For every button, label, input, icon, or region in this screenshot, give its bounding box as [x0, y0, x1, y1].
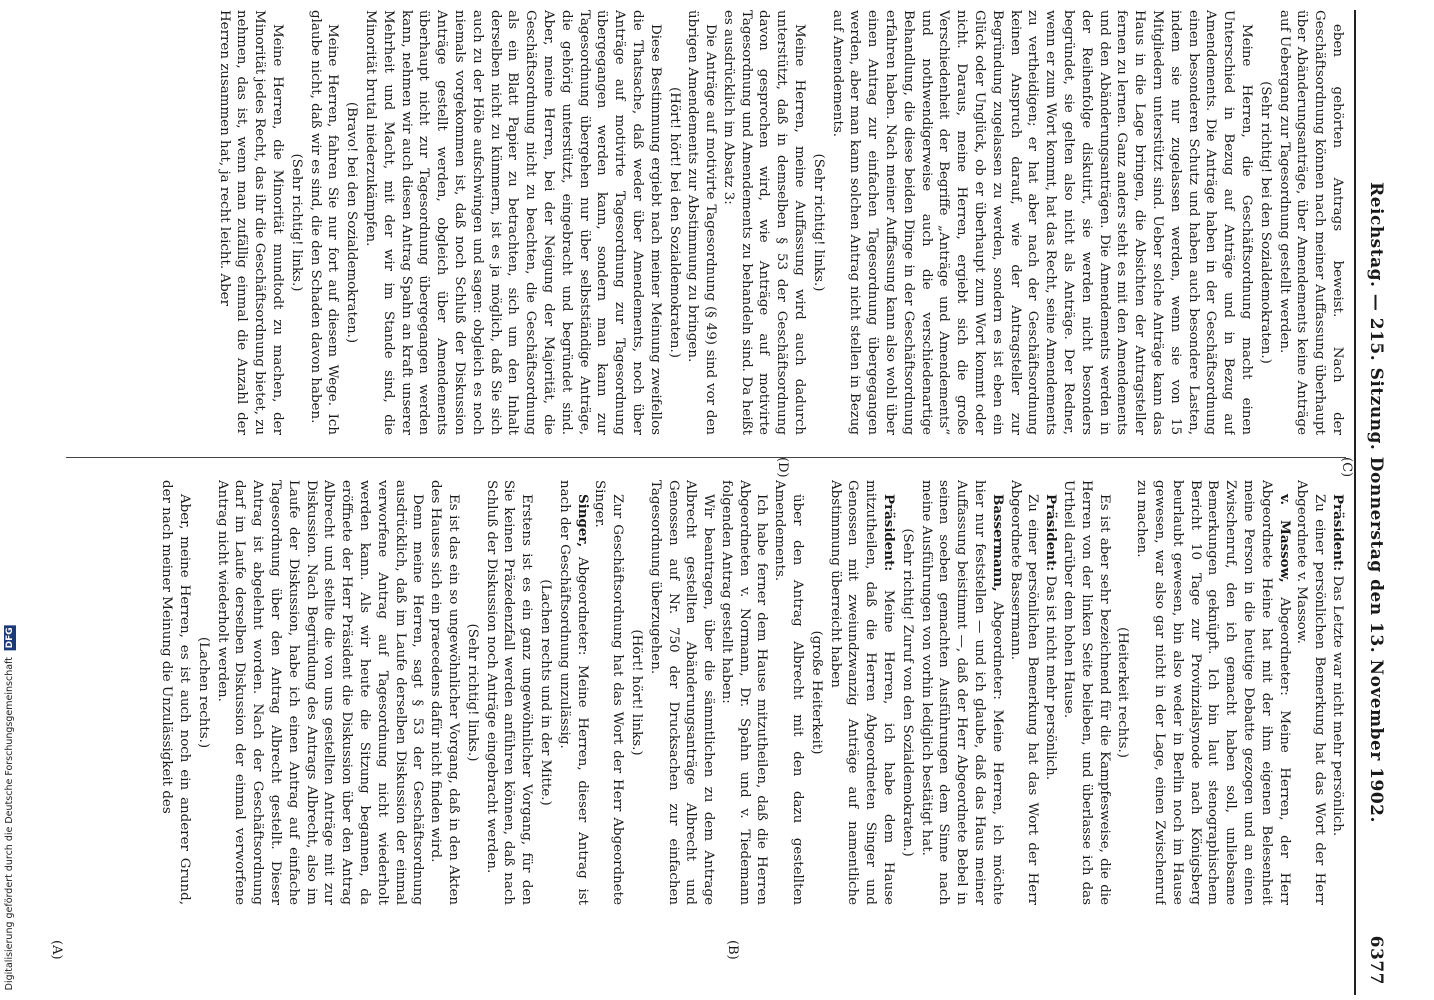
- paragraph-text: Es ist aber sehr bezeichnend für die Kampfesweise, die die Herren von der linken Seite belieben, und überlasse ich das Urtheil darüber dem hohen Hause.: [1061, 480, 1112, 905]
- paragraph-text: Die Anträge auf motivirte Tagesordnung (§ 49) sind vor den übrigen Amendements zur Abstimmung zu bringen.: [685, 10, 719, 435]
- stage-direction: [627, 480, 645, 905]
- paragraph-text: (Heiterkeit rechts.): [1115, 627, 1131, 758]
- margin-marker-c: (C): [1339, 457, 1354, 478]
- column-divider: [66, 457, 1346, 458]
- paragraph-text: Zur Geschäftsordnung hat das Wort der Herr Abgeordnete Singer.: [592, 480, 626, 905]
- document-page: [40, 10, 1390, 995]
- paragraph-text: Zu einer persönlichen Bemerkung hat das Wort der Herr Abgeordnete Bassermann.: [1007, 480, 1041, 905]
- page-number: 6377: [1366, 935, 1386, 985]
- paragraph: [1059, 480, 1112, 905]
- paragraph: [1328, 480, 1346, 905]
- stage-direction: [809, 10, 827, 435]
- paragraph-text: (Sehr richtig! links.): [464, 623, 480, 762]
- speaker-name: Bassermann,: [989, 494, 1006, 592]
- header-rule: [1354, 10, 1356, 995]
- paragraph-text: Abgeordneter: Meine Herren, dieser Antrag ist nach der Geschäftsordnung unzulässig.: [556, 480, 590, 905]
- paragraph: [306, 10, 342, 435]
- paragraph-text: Zu einer persönlichen Bemerkung hat das Wort der Herr Abgeordnete v. Massow.: [1294, 480, 1328, 905]
- speaker-name: Präsident:: [1330, 494, 1346, 572]
- paragraph: [771, 480, 807, 905]
- paragraph-text: (Sehr richtig! Zuruf von den Sozialdemokraten.): [899, 528, 915, 857]
- speaker-name: Singer,: [574, 494, 591, 548]
- stage-direction: [665, 10, 683, 435]
- text-column-left: [71, 10, 1346, 435]
- digitization-credit-text: Digitalisierung gefördert durch die Deutsche Forschungsgemeinschaft: [4, 656, 15, 990]
- paragraph-text: Meine Herren, die Geschäftsordnung macht einen Unterschied in Bezug auf Anträge und in Bezug auf Amendements. Die Anträge haben in der Geschäftsordnung einen besonderen Schutz und haben auch besondere Lasten, indem sie nur zugelassen werden, wenn sie von 15 Mitgliedern unterstützt sind. Ueber solche Anträge kann das Haus in die Lage bringen, die Absichten der Antragsteller fernen zu lernen. Ganz anders steht es mit den Amendements und den Abänderungsanträgen. Die Amendements werden in der Reihenfolge diskutirt, sie werden nicht besonders begründet, sie gelten also nicht als Anträge. Der Redner, wenn er zum Wort kommt, hat das Recht, seine Amendements zu vertheidigen; er hat aber nach der Geschäftsordnung keinen Anspruch darauf, wie der Antragsteller zur Begründung zugelassen zu werden, sondern es ist eben ein Glück oder Unglück, ob er überhaupt zum Wort kommt oder nicht. Daraus, meine Herren, ergiebt sich die große Verschiedenheit der Begriffe „Anträge und Amendements“ und nothwendigerweise auch die verschiedenartige Behandlung, die diese beiden Dinge in der Geschäftsordnung erfahren haben. Nach meiner Auffassung kann also wohl über einen Antrag zur einfachen Tagesordnung übergegangen werden, aber man kann solchen Antrag nicht stellen in Bezug auf Amendements.: [829, 10, 1255, 435]
- paragraph-text: über den Antrag Albrecht mit den dazu gestellten Amendements.: [772, 480, 806, 905]
- paragraph: [717, 480, 770, 905]
- paragraph-text: Erstens ist es ein ganz ungewöhnlicher Vorgang, für den Sie keinen Präzedenzfall werden anführen können, daß nach Schluß der Diskussion noch Anträge eingebracht werden.: [483, 480, 535, 905]
- paragraph-text: (Hört! hört! bei den Sozialdemokraten.): [666, 87, 682, 358]
- paragraph-text: eben gehörten Antrags beweist. Nach der Geschäftsordnung können nach meiner Auffassung überhaupt über Abänderungsanträge, über Amendements keine Anträge auf Uebergang zur Tagesordnung gestellt werden.: [1276, 10, 1345, 435]
- paragraph: [828, 10, 1255, 435]
- paragraph-text: (Sehr richtig! bei den Sozialdemokraten.): [1257, 81, 1273, 364]
- paragraph-text: (Lachen rechts und in der Mitte.): [537, 579, 553, 806]
- paragraph: [1132, 480, 1292, 905]
- paragraph: [555, 480, 591, 905]
- page-header-title: Reichstag. — 215. Sitzung. Donnerstag den 13. November 1902.: [1366, 182, 1386, 823]
- paragraph: [213, 480, 427, 905]
- page-header: [1360, 10, 1390, 995]
- paragraph-text: Aber, meine Herren, es ist auch noch ein anderer Grund, der nach meiner Meinung die Unzulässigkeit des: [159, 480, 192, 905]
- stage-direction: [287, 10, 305, 435]
- paragraph: [361, 10, 664, 435]
- digitization-credit: [4, 625, 16, 990]
- paragraph-text: Meine Herren, ich habe dem Hause mitzutheilen, daß die Herren Abgeordneten Singer und Genossen mit zweiundzwanzig Anträge auf namentliche Abstimmung überreicht haben: [827, 480, 897, 905]
- paragraph-text: Meine Herren, die Minorität mundtodt zu machen, der Minorität jedes Recht, das ihr die Geschäftsordnung bietet, zu nehmen, das ist, wenn man zufällig einmal die Anzahl der Herren zusammen hat, ja recht leicht. Aber: [216, 10, 285, 435]
- paragraph-text: (Lachen rechts.): [195, 636, 211, 749]
- paragraph-text: Ich habe ferner dem Hause mitzutheilen, daß die Herren Abgeordneten v. Normann, Dr. Spahn und v. Tiedemann folgenden Antrag gestellt haben:: [718, 480, 770, 905]
- paragraph-text: Abgeordneter: Meine Herren, ich möchte hier nur feststellen — und ich glaube, daß das Haus meiner Auffassung beistimmt —, daß der Herr Abgeordnete Bebel in seinen soeben gemachten Ausführungen dem Sinne nach meine Ausführungen von vorhin lediglich bestätigt hat.: [918, 480, 1005, 905]
- dfg-logo: DFG: [5, 626, 15, 648]
- text-column-right: [71, 480, 1346, 905]
- speaker-name: v. Massow,: [1276, 494, 1293, 583]
- stage-direction: [342, 10, 360, 435]
- stage-direction: [536, 480, 554, 905]
- paragraph-text: Abgeordneter: Meine Herren, der Herr Abgeordnete Heine hat mit der ihm eigenen Belesenheit meine Person in die heutige Debatte gezogen und an einen Zwischenruf, den ich gemacht haben soll, unliebsame Bemerkungen geknüpft. Ich bin laut stenographischem Bericht 10 Tage zur Provinzialsynode nach Königsberg beurlaubt gewesen, bin also weder in Berlin noch im Hause gewesen, war also gar nicht in der Lage, einen Zwischenruf zu machen.: [1134, 480, 1292, 905]
- paragraph-text: Meine Herren, fahren Sie nur fort auf diesem Wege. Ich glaube nicht, daß wir es sind, die den Schaden davon haben.: [307, 10, 341, 435]
- paragraph-text: (Hört! hört! links.): [628, 629, 644, 756]
- paragraph: [591, 480, 627, 905]
- paragraph-text: Es ist das ein so ungewöhnlicher Vorgang, daß in den Akten des Hauses sich ein praecedens dafür nicht finden wird.: [428, 480, 461, 905]
- paragraph-text: Meine Herren, meine Auffassung wird auch dadurch unterstützt, daß in demselben § 53 der Geschäftsordnung davon gesprochen wird, wie Anträge auf motivirte Tagesordnung und Amendements zu behandeln sind. Da heißt es ausdrücklich im Absatz 3:: [720, 10, 808, 435]
- speaker-name: Präsident:: [881, 494, 898, 572]
- margin-marker-a: (A): [49, 940, 64, 960]
- paragraph: [157, 480, 193, 905]
- stage-direction: [463, 480, 481, 905]
- paragraph: [1275, 10, 1346, 435]
- stage-direction: [194, 480, 212, 905]
- stage-direction: [1114, 480, 1132, 905]
- paragraph-text: Wir beantragen, über die sämmtlichen zu dem Antrage Albrecht gestellten Abänderungsanträge Albrecht und Genossen auf Nr. 750 der Drucksachen zur einfachen Tagesordnung überzugehen.: [647, 480, 717, 905]
- paragraph: [1006, 480, 1042, 905]
- paragraph: [646, 480, 717, 905]
- paragraph-text: Das Letzte war nicht mehr persönlich.: [1330, 571, 1345, 837]
- paragraph: [1041, 480, 1059, 905]
- stage-direction: [898, 480, 916, 905]
- stage-direction: [1256, 10, 1274, 435]
- stage-direction: [807, 480, 825, 905]
- paragraph: [1293, 480, 1329, 905]
- paragraph: [826, 480, 897, 905]
- margin-marker-b: (B): [725, 940, 740, 960]
- paragraph-text: (Bravo! bei den Sozialdemokraten.): [344, 101, 360, 344]
- paragraph-text: (große Heiterkeit): [808, 630, 824, 755]
- speaker-name: Präsident:: [1043, 494, 1060, 572]
- paragraph: [482, 480, 535, 905]
- margin-marker-d: (D): [775, 457, 790, 478]
- paragraph: [215, 10, 286, 435]
- paragraph: [426, 480, 462, 905]
- paragraph-text: (Sehr richtig! links.): [288, 153, 304, 292]
- paragraph-text: Diese Bestimmung ergiebt nach meiner Meinung zweifellos die Thatsache, daß weder über Amendements, noch über Anträge auf motivirte Tagesordnung zur Tagesordnung übergegangen werden kann, sondern man kann zur Tagesordnung übergehen nur über selbstständige Anträge, die gehörig unterstützt, eingebracht und begründet sind. Aber, meine Herren, bei der Neigung der Majorität, die Geschäftsordnung nicht zu beachten, die Geschäftsordnung als ein Blatt Papier zu betrachten, sich um den Inhalt derselben nicht zu kümmern, ist es ja möglich, daß Sie sich auch zu der Höhe aufschwingen und sagen: obgleich es noch niemals vorgekommen ist, daß noch Schluß der Diskussion Anträge gestellt werden, obgleich über Amendements überhaupt nicht zur Tagesordnung übergegangen werden kann, nehmen wir auch diesen Antrag Spahn an kraft unserer Mehrheit und Macht, mit der wir im Stande sind, die Minorität brutal niederzukämpfen.: [362, 10, 663, 435]
- paragraph-text: Das ist nicht mehr persönlich.: [1043, 571, 1059, 781]
- paragraph: [917, 480, 1006, 905]
- paragraph: [719, 10, 808, 435]
- paragraph: [684, 10, 720, 435]
- paragraph-text: (Sehr richtig! links.): [810, 153, 826, 292]
- paragraph-text: Denn meine Herren, sagt § 53 der Geschäftsordnung ausdrücklich, daß im Laufe derselben Diskussion der einmal verworfene Antrag auf Tagesordnung nicht wiederholt werden kann. Als wir heute die Sitzung begannen, da eröffnete der Herr Präsident die Diskussion über den Antrag Albrecht und stellte die von uns gestellten Anträge mit zur Diskussion. Nach Begründung des Antrags Albrecht, also im Laufe der Diskussion, habe ich einen Antrag auf einfache Tagesordnung über den Antrag Albrecht gestellt. Dieser Antrag ist abgelehnt worden. Nach der Geschäftsordnung darf im Laufe derselben Diskussion der einmal verworfene Antrag nicht wiederholt werden.: [214, 480, 426, 905]
